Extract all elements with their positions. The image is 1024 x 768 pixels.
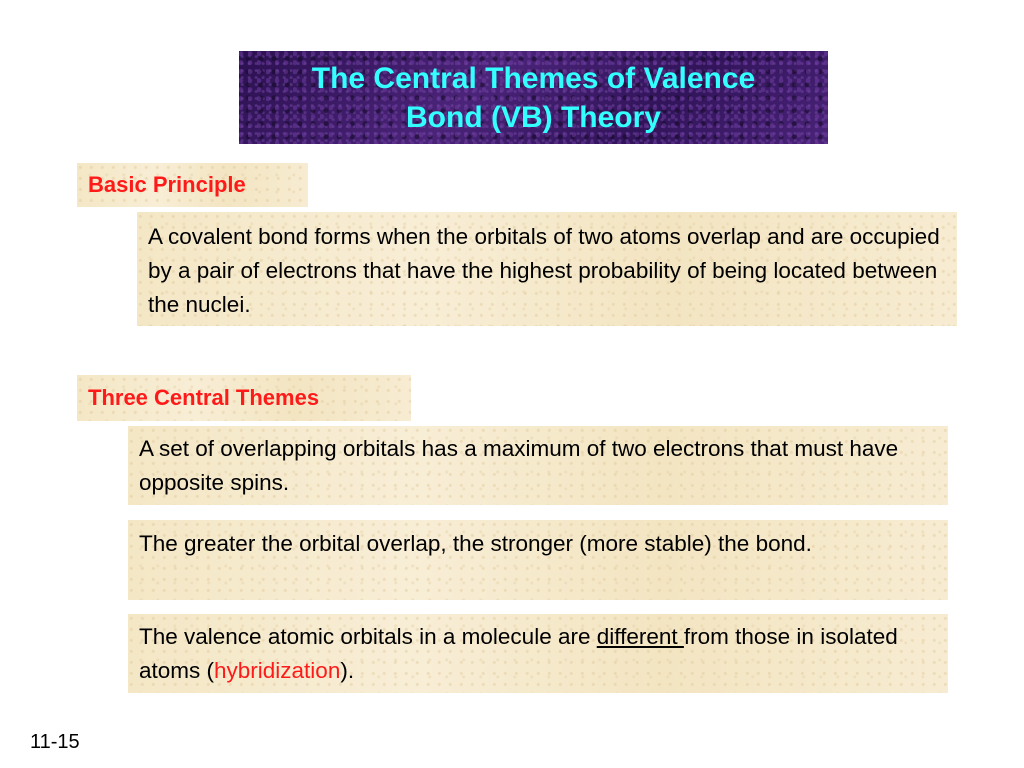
theme-3-part-2: from those in isolated atoms (	[139, 624, 898, 683]
basic-principle-box	[137, 212, 957, 326]
theme-3-part-3: ).	[340, 658, 355, 683]
basic-principle-label	[77, 163, 308, 207]
theme-3-underlined-word: different	[596, 624, 684, 649]
theme-2-text: The greater the orbital overlap, the stronger (more stable) the bond.	[139, 531, 812, 556]
theme-3-text	[139, 620, 938, 688]
theme-box-3	[128, 614, 948, 693]
slide-number: 11-15	[30, 731, 80, 753]
slide-title	[239, 59, 828, 137]
title-line-2: Bond (VB) Theory	[406, 100, 661, 134]
three-themes-label	[77, 375, 411, 421]
theme-box-2	[128, 520, 948, 600]
theme-box-1	[128, 426, 948, 505]
title-banner	[239, 51, 828, 144]
hybridization-term: hybridization	[214, 658, 341, 683]
theme-3-part-1: The valence atomic orbitals in a molecule are	[139, 624, 597, 649]
basic-principle-label-text: Basic Principle	[88, 172, 246, 197]
theme-1-text: A set of overlapping orbitals has a maximum of two electrons that must have opposite spins.	[139, 436, 899, 495]
title-line-1: The Central Themes of Valence	[311, 61, 756, 95]
three-themes-label-text: Three Central Themes	[88, 385, 320, 410]
basic-principle-text: A covalent bond forms when the orbitals of two atoms overlap and are occupied by a pair of electrons that have the highest probability of being located between the nuclei.	[148, 224, 940, 317]
